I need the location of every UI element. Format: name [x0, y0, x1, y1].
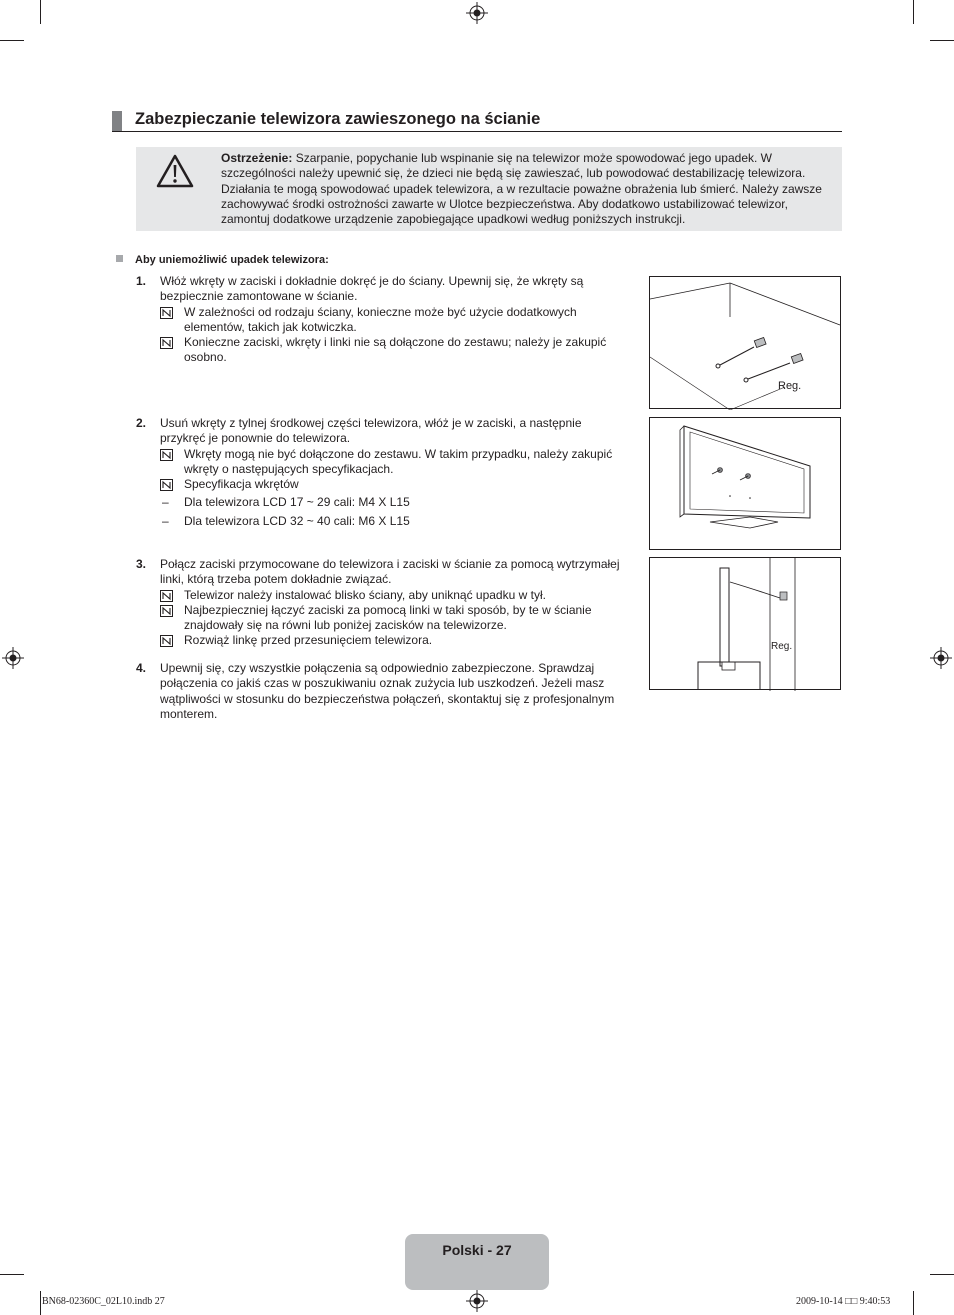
note-text: W zależności od rodzaju ściany, konieczne może być użycie dodatkowych elementów, takich jak kotwiczka.	[184, 304, 577, 334]
note-item	[160, 335, 630, 366]
crop-mark	[0, 1274, 24, 1275]
cable-illustration	[650, 558, 842, 691]
figure-label: Reg.	[778, 380, 802, 392]
note-text: Rozwiąż linkę przed przesunięciem telewizora.	[184, 633, 433, 648]
registration-mark-icon	[930, 647, 952, 669]
note-text: Wkręty mogą nie być dołączone do zestawu. W takim przypadku, należy zakupić wkręty o następujących specyfikacjach.	[184, 446, 613, 476]
step-number: 1.	[136, 274, 147, 288]
note-item	[160, 603, 630, 634]
crop-mark	[0, 40, 24, 41]
dash-bullet: –	[162, 495, 169, 510]
warning-box	[136, 147, 842, 231]
crop-mark	[930, 40, 954, 41]
registration-mark-icon	[2, 647, 24, 669]
list-heading	[116, 253, 329, 267]
step-text: Włóż wkręty w zaciski i dokładnie dokręć je do ściany. Upewnij się, że wkręty są bezpiecznie zamontowane w ścianie.	[160, 274, 584, 304]
note-item	[160, 588, 630, 603]
step-2	[136, 416, 630, 529]
spec-item	[160, 514, 630, 529]
figure-cable-connection	[649, 557, 841, 690]
crop-mark	[40, 0, 41, 24]
crop-mark	[913, 1291, 914, 1315]
section-header	[112, 109, 842, 132]
step-number: 4.	[136, 661, 147, 675]
page-number: Polski - 27	[442, 1242, 512, 1258]
crop-mark	[930, 1274, 954, 1275]
figure-tv-back	[649, 417, 841, 550]
registration-mark-icon	[466, 2, 488, 24]
step-1	[136, 274, 630, 366]
note-icon	[160, 307, 173, 319]
note-item	[160, 633, 630, 648]
wall-illustration	[650, 277, 842, 410]
warning-body: Szarpanie, popychanie lub wspinanie się na telewizor może spowodować jego upadek. W szczególności należy upewnić się, że dzieci nie będą się zawieszać, lub powodować destabilizację telewizora. Działania te mogą spowodować upadek telewizora, a w rezultacie poważne obrażenia lub śmierć. Należy zawsze zachowywać środki ostrożności zawarte w Ulotce bezpieczeństwa. Aby dodatkowo ustabilizować telewizor, zamontuj dodatkowe urządzenie zapobiegające upadkowi według poniższych instrukcji.	[221, 151, 822, 227]
note-item	[160, 447, 630, 478]
note-icon	[160, 479, 173, 491]
note-icon	[160, 590, 173, 602]
step-number: 2.	[136, 416, 147, 430]
note-icon	[160, 605, 173, 617]
spec-text: Dla telewizora LCD 17 ~ 29 cali: M4 X L15	[184, 495, 410, 510]
spec-text: Dla telewizora LCD 32 ~ 40 cali: M6 X L15	[184, 513, 410, 528]
note-icon	[160, 635, 173, 647]
note-text: Konieczne zaciski, wkręty i linki nie są dołączone do zestawu; należy je zakupić osobno.	[184, 335, 607, 365]
note-icon	[160, 449, 173, 461]
square-bullet-icon	[116, 255, 123, 262]
figure-label: Reg.	[771, 641, 793, 652]
note-item	[160, 477, 630, 492]
note-item	[160, 305, 630, 336]
step-text: Upewnij się, czy wszystkie połączenia są odpowiednio zabezpieczone. Sprawdzaj połączenia co jakiś czas w poszukiwaniu oznak zużycia lub uszkodzeń. Jeżeli masz wątpliwości w stosunku do bezpieczeństwa połączeń, skontaktuj się z profesjonalnym monterem.	[160, 661, 615, 721]
step-3	[136, 557, 630, 649]
tv-back-illustration	[650, 418, 842, 551]
note-text: Najbezpieczniej łączyć zaciski za pomocą linki w taki sposób, by te w ścianie znajdowały się na równi lub poniżej zacisków na telewizorze.	[184, 602, 592, 633]
warning-label: Ostrzeżenie:	[221, 151, 293, 165]
step-4	[136, 661, 630, 722]
section-title: Zabezpieczanie telewizora zawieszonego na ścianie	[135, 110, 541, 128]
section-bar	[112, 111, 122, 131]
step-text: Połącz zaciski przymocowane do telewizora i zaciski w ścianie za pomocą wytrzymałej linki, którą trzeba potem dokładnie związać.	[160, 557, 620, 587]
list-title: Aby uniemożliwić upadek telewizora:	[135, 254, 329, 266]
step-text: Usuń wkręty z tylnej środkowej części telewizora, włóż je w zaciski, a następnie przykręć je ponownie do telewizora.	[160, 416, 582, 446]
warning-text	[221, 151, 835, 227]
warning-triangle-icon	[156, 154, 194, 188]
note-text: Telewizor należy instalować blisko ściany, aby uniknąć upadku w tył.	[184, 587, 546, 602]
note-icon	[160, 337, 173, 349]
slug-left: BN68-02360C_02L10.indb 27	[42, 1296, 165, 1307]
dash-bullet: –	[162, 513, 169, 528]
spec-item	[160, 495, 630, 510]
page-number-badge	[405, 1234, 549, 1290]
note-text: Specyfikacja wkrętów	[184, 477, 299, 492]
wall-clamp-left	[716, 337, 766, 368]
crop-mark	[913, 0, 914, 24]
slug-right: 2009-10-14 □□ 9:40:53	[796, 1296, 891, 1307]
figure-wall-clamps	[649, 276, 841, 409]
wall-clamp-right	[744, 353, 803, 382]
registration-mark-icon	[466, 1290, 488, 1312]
step-number: 3.	[136, 557, 147, 571]
crop-mark	[40, 1291, 41, 1315]
